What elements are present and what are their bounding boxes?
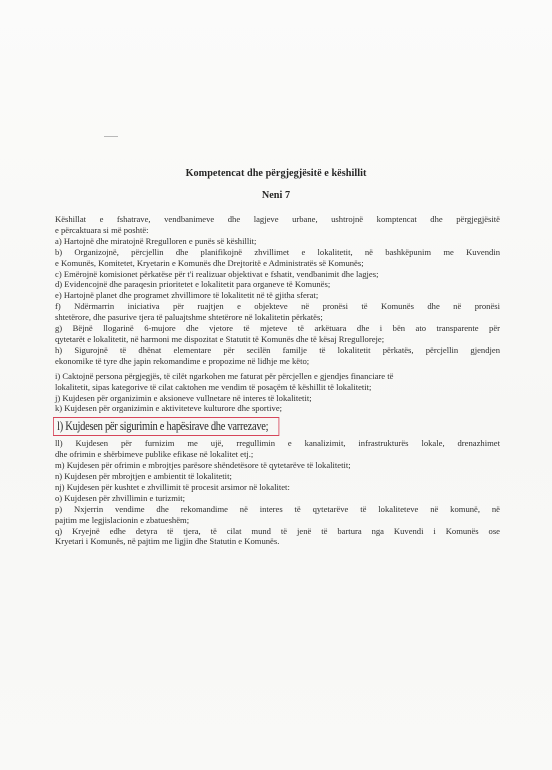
item-c: c) Emërojnë komisionet përkatëse për t'i realizuar objektivat e fshatit, vendbanimit dhe lagjes; (55, 268, 379, 279)
item-f-line-1: f) Ndërmarrin iniciativa për ruajtjen e objekteve në pronësi të Komunës dhe në pronësi (55, 301, 500, 312)
item-b-line-1: b) Organizojnë, përcjellin dhe planifikojnë zhvillimet e lokalitetit, në bashkëpunim me Kuvendin (55, 246, 500, 257)
item-g-line-1: g) Bëjnë llogarinë 6-mujore dhe vjetore të mjeteve të arkëtuara dhe i bën ato transparente për (55, 323, 500, 334)
item-f-line-2: shtetërore, dhe pasurive tjera të paluajtshme shtetërore në lokalitetin përkatës; (55, 312, 323, 323)
item-n: n) Kujdesen për mbrojtjen e ambientit të lokalitetit; (55, 471, 232, 482)
intro-line-1: Këshillat e fshatrave, vendbanimeve dhe lagjeve urbane, ushtrojnë komptencat dhe përgjegjësitë (55, 214, 500, 224)
item-i-line-1: i) Caktojnë persona përgjegjës, të cilët ngarkohen me faturat për përcjellen e gjendjes financiare të (55, 370, 394, 381)
item-d: d) Evidencojnë dhe paraqesin prioritetet e lokalitetit para organeve të Komunës; (55, 279, 331, 290)
item-q-line-1: q) Kryejnë edhe detyra të tjera, të cilat mund të jenë të bartura nga Kuvendi i Komunës ose (55, 525, 500, 536)
scan-mark (104, 136, 118, 137)
item-p-line-2: pajtim me legjislacionin e zbatueshëm; (55, 514, 190, 525)
item-a: a) Hartojnë dhe miratojnë Rregulloren e punës së këshillit; (55, 235, 257, 246)
item-ll-line-1: ll) Kujdesen për furnizim me ujë, rregullimin e kanalizimit, infrastrukturës lokale, drenazhimet (55, 438, 500, 449)
item-p-line-1: p) Nxjerrin vendime dhe rekomandime në interes të qytetarëve të lokaliteteve në komunë, në (55, 503, 500, 514)
section-title: Kompetencat dhe përgjegjësitë e këshillit (185, 168, 367, 179)
item-ll-line-2: dhe ofrimin e shërbimeve publike efikase në lokalitet etj.; (55, 449, 254, 460)
item-nj: nj) Kujdesen për kushtet e zhvillimit të procesit arsimor në lokalitet: (55, 481, 290, 492)
item-o: o) Kujdesen për zhvillimin e turizmit; (55, 492, 186, 503)
item-e: e) Hartojnë planet dhe programet zhvillimore të lokalitetit në të gjitha sferat; (55, 290, 319, 301)
item-k: k) Kujdesen për organizimin e aktiviteteve kulturore dhe sportive; (55, 403, 283, 414)
item-h-line-1: h) Sigurojnë të dhënat elementare për secilën familje të lokalitetit përkatës, përcjellin gjendjen (55, 344, 500, 355)
article-number: Neni 7 (261, 190, 291, 201)
item-q-line-2: Kryetari i Komunës, në pajtim me ligjin dhe Statutin e Komunës. (55, 536, 280, 547)
item-g-line-2: qytetarët e lokalitetit, në harmoni me dispozitat e Statutit të Komunës dhe të kësaj Rregulloreje; (55, 333, 385, 344)
highlighted-item-wrapper (55, 417, 500, 437)
article-body (55, 214, 500, 547)
highlighted-item-l: l) Kujdesen për sigurimin e hapësirave dhe varrezave; (53, 417, 279, 436)
item-i-line-2: lokalitetit, sipas kategorive të cilat caktohen me vendim të posaçëm të këshillit të lokalitetit; (55, 381, 372, 392)
item-h-line-2: ekonomike të tyre dhe japin rekomandime e propozime në lidhje me këto; (55, 355, 310, 366)
item-m: m) Kujdesen për ofrimin e mbrojtjes parësore shëndetësore të qytetarëve të lokalitetit; (55, 460, 351, 471)
item-b-line-2: e Komunës, Komitetet, Kryetarin e Komunës dhe Drejtoritë e Administratës së Komunës; (55, 257, 364, 268)
intro-line-2: e përcaktuara si më poshtë: (55, 224, 149, 235)
item-j: j) Kujdesen për organizimin e aksioneve vullnetare në interes të lokalitetit; (55, 392, 312, 403)
